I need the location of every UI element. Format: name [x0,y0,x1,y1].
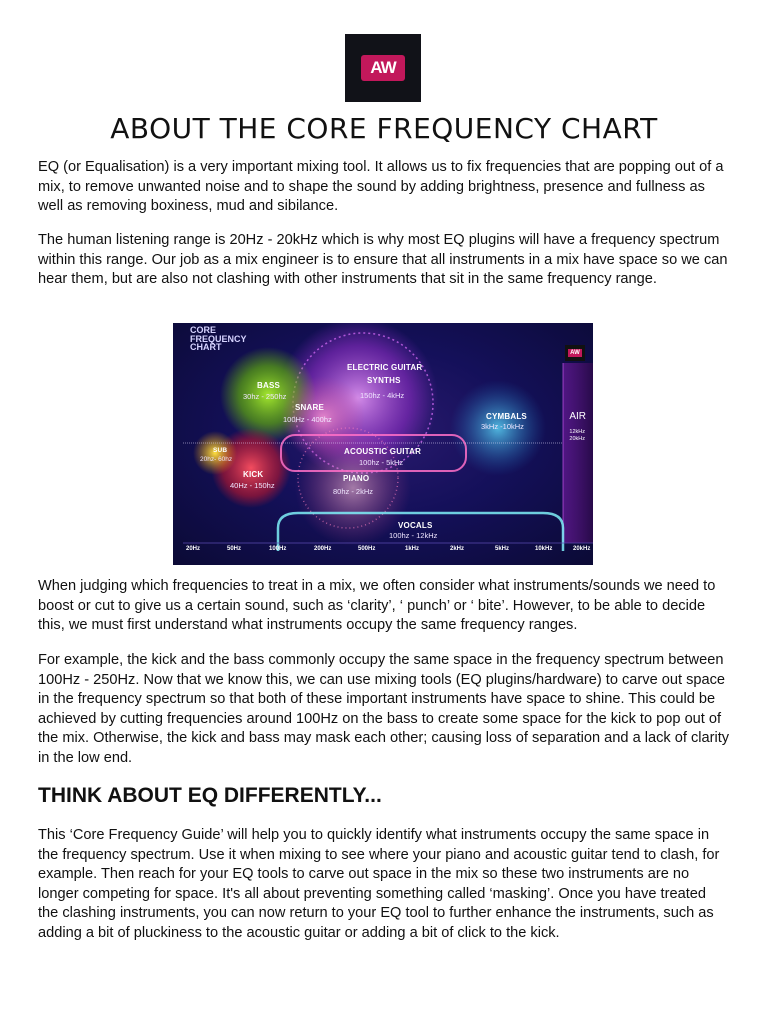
paragraph-judging: When judging which frequencies to treat in a mix, we often consider what instruments/sounds we need to boost or cut to give us a certain sound, such as ‘clarity’, ‘ punch’ or ‘ bite’. However, to be able to decide this, we must first understand what instruments occupy the same frequency ranges. [38,578,716,634]
chart-title-line: FREQUENCY [190,333,247,344]
piano-range: 80hz - 2kHz [333,487,374,496]
acoustic-guitar-label: ACOUSTIC GUITAR [344,447,422,456]
chart-title [190,326,247,352]
freq-tick: 10kHz [535,546,553,552]
acoustic-guitar-range: 100hz - 5kHz [359,458,404,467]
paragraph-example: For example, the kick and the bass commonly occupy the same space in the frequency spectrum between 100Hz - 250Hz. Now that we know this, we can use mixing tools (EQ plugins/hardware) to carve out space in the frequency spectrum so that both of these important instruments have space to shine. This could be achieved by cutting frequencies around 100Hz on the bass to create some space for the kick to pop out of the mix. Otherwise, the kick and bass may mask each other; causing loss of separation and a lack of clarity in the low end. [38,652,730,766]
chart-mini-logo-text: AW [570,350,580,356]
chart-title-line: CHART [190,342,222,352]
cymbals-range: 3kHz -10kHz [481,422,524,431]
freq-tick: 100Hz [269,546,287,552]
section-heading: THINK ABOUT EQ DIFFERENTLY... [38,784,382,807]
freq-tick: 200Hz [314,546,332,552]
air-range [569,429,585,443]
freq-tick: 20Hz [186,546,201,552]
piano-label: PIANO [343,474,370,483]
chart-title-line: CORE [190,325,217,335]
paragraph-guide: This ‘Core Frequency Guide’ will help you to quickly identify what instruments occupy the same space in the frequency spectrum. Use it when mixing to see where your piano and acoustic guitar tend to clash, for example. Then reach for your EQ tools to carve out space in the mix so these two instruments are no longer competing for space. It's all about preventing something called ‘masking’. Once you have treated the clashing instruments, you can now return to your EQ tool to further enhance the instruments, such as adding a bit of pluckiness to the acoustic guitar or adding a bit of click to the kick. [38,827,720,941]
kick-label: KICK [243,470,264,479]
air-range-line: 20kHz [569,436,585,442]
bass-range: 30hz - 250hz [243,392,287,401]
snare-label: SNARE [295,403,325,412]
paragraph-listening-range: The human listening range is 20Hz - 20kHz which is why most EQ plugins will have a frequency spectrum within this range. Our job as a mix engineer is to ensure that all instruments in a mix have space so we can hear them, but are also not clashing with other instruments that sit in the same frequency range. [38,232,728,288]
air-range-line: 12kHz [569,429,585,435]
freq-tick: 2kHz [450,546,465,552]
chart-artwork [173,323,593,565]
bass-label: BASS [257,381,281,390]
sub-label: SUB [213,447,228,454]
air-label: AIR [569,411,586,422]
kick-range: 40Hz - 150hz [230,481,275,490]
synths-label: SYNTHS [367,376,401,385]
electric-guitar-label: ELECTRIC GUITAR [347,363,423,372]
freq-tick: 5kHz [495,546,510,552]
sub-range: 20hz- 60hz [200,456,233,463]
electric-guitar-range: 150hz - 4kHz [360,391,405,400]
freq-tick: 50Hz [227,546,242,552]
core-frequency-chart-image [173,323,593,565]
freq-tick: 20kHz [573,546,591,552]
chart-mini-logo [565,345,585,361]
logo-mark: AW [361,55,405,81]
freq-tick: 500Hz [358,546,376,552]
brand-logo [345,34,421,102]
vocals-range: 100hz - 12kHz [389,531,438,540]
cymbals-label: CYMBALS [486,412,527,421]
freq-tick: 1kHz [405,546,420,552]
paragraph-intro: EQ (or Equalisation) is a very important mixing tool. It allows us to fix frequencies that are popping out of a mix, to remove unwanted noise and to shape the sound by adding brightness, presence and fullness as well as removing boxiness, mud and sibilance. [38,159,724,215]
page-title: ABOUT THE CORE FREQUENCY CHART [110,112,658,145]
snare-range: 100Hz - 400hz [283,415,332,424]
air-band [563,363,593,543]
vocals-label: VOCALS [398,521,433,530]
